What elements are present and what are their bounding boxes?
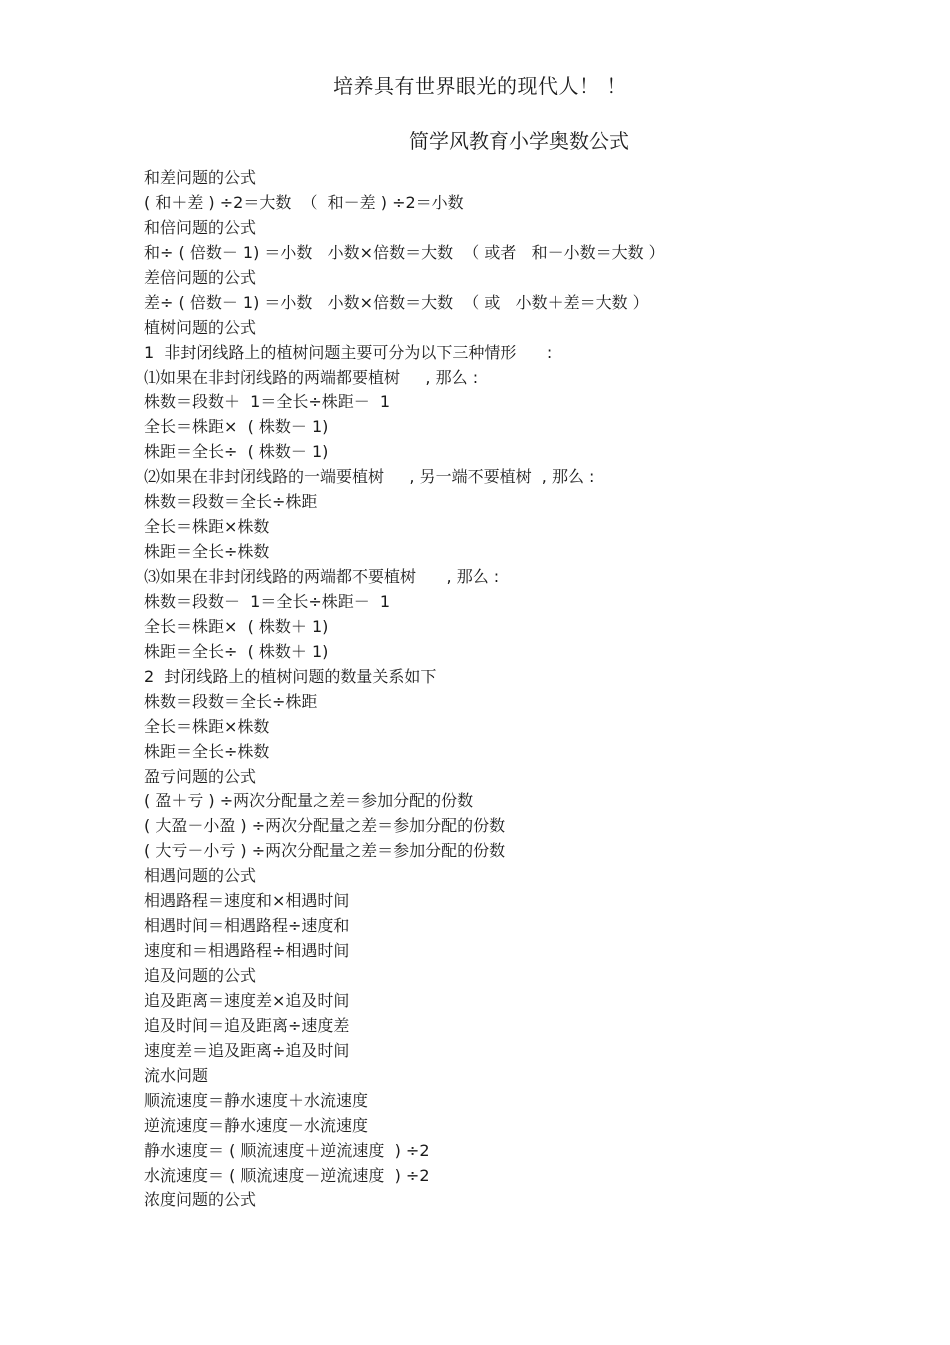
document-line: 2 封闭线路上的植树问题的数量关系如下 <box>144 666 437 686</box>
document-line: 株数＝段数＋ 1＝全长÷株距－ 1 <box>144 392 391 412</box>
document-line: 浓度问题的公式 <box>144 1190 257 1210</box>
document-line: 和差问题的公式 <box>144 168 257 187</box>
document-line: 全长＝株距× ( 株数－ 1) <box>144 417 329 437</box>
document-line: 和÷ ( 倍数－ 1) ＝小数 小数×倍数＝大数 （ 或者 和－小数＝大数 ） <box>144 242 665 262</box>
document-line: ( 大盈－小盈 ) ÷两次分配量之差＝参加分配的份数 <box>144 816 506 836</box>
document-line: 追及距离＝速度差×追及时间 <box>144 990 350 1010</box>
document-title: 简学风教育小学奥数公式 <box>409 129 629 153</box>
document-line: 相遇路程＝速度和×相遇时间 <box>144 891 350 911</box>
document-line: 速度和＝相遇路程÷相遇时间 <box>144 941 350 961</box>
document-line: 流水问题 <box>144 1065 209 1085</box>
document-line: 速度差＝追及距离÷追及时间 <box>144 1040 350 1060</box>
document-line: 追及时间＝追及距离÷速度差 <box>144 1015 350 1035</box>
document-line: 株数＝段数＝全长÷株距 <box>144 691 318 711</box>
document-line: 逆流速度＝静水速度－水流速度 <box>144 1115 369 1135</box>
formula-list <box>144 166 924 1213</box>
document-line: 静水速度＝ ( 顺流速度＋逆流速度 ) ÷2 <box>144 1140 430 1160</box>
document-line: ( 和＋差 ) ÷2＝大数 （ 和－差 ) ÷2＝小数 <box>144 192 464 212</box>
document-line: 株距＝全长÷株数 <box>144 542 270 562</box>
document-line: ( 大亏－小亏 ) ÷两次分配量之差＝参加分配的份数 <box>144 841 506 861</box>
document-line: 株距＝全长÷ ( 株数＋ 1) <box>144 641 329 661</box>
page-motto: 培养具有世界眼光的现代人！ ！ <box>333 74 627 98</box>
document-line: ⑵如果在非封闭线路的一端要植树 , 另一端不要植树 , 那么 : <box>144 467 595 487</box>
document-line: ⑴如果在非封闭线路的两端都要植树 , 那么 : <box>144 367 479 387</box>
document-line: 全长＝株距× ( 株数＋ 1) <box>144 616 329 636</box>
document-line: 植树问题的公式 <box>144 317 257 337</box>
document-line: 差倍问题的公式 <box>144 267 257 287</box>
document-line: 全长＝株距×株数 <box>144 517 270 537</box>
document-line: 株数＝段数＝全长÷株距 <box>144 492 318 512</box>
document-line: 相遇问题的公式 <box>144 866 257 886</box>
document-line: ( 盈＋亏 ) ÷两次分配量之差＝参加分配的份数 <box>144 791 474 811</box>
document-line: 全长＝株距×株数 <box>144 716 270 736</box>
document-line: 水流速度＝ ( 顺流速度－逆流速度 ) ÷2 <box>144 1165 430 1185</box>
document-line: 和倍问题的公式 <box>144 217 257 237</box>
document-line: 盈亏问题的公式 <box>144 766 257 786</box>
document-line: 株数＝段数－ 1＝全长÷株距－ 1 <box>144 591 391 611</box>
document-line: 1 非封闭线路上的植树问题主要可分为以下三种情形 : <box>144 342 553 362</box>
document-line: 相遇时间＝相遇路程÷速度和 <box>144 916 350 936</box>
document-line: 追及问题的公式 <box>144 966 257 985</box>
document-line: 顺流速度＝静水速度＋水流速度 <box>144 1090 369 1110</box>
document-line: 差÷ ( 倍数－ 1) ＝小数 小数×倍数＝大数 （ 或 小数＋差＝大数 ） <box>144 292 649 312</box>
document-line: 株距＝全长÷株数 <box>144 741 270 761</box>
document-line: 株距＝全长÷ ( 株数－ 1) <box>144 442 329 462</box>
document-line: ⑶如果在非封闭线路的两端都不要植树 , 那么 : <box>144 567 500 586</box>
